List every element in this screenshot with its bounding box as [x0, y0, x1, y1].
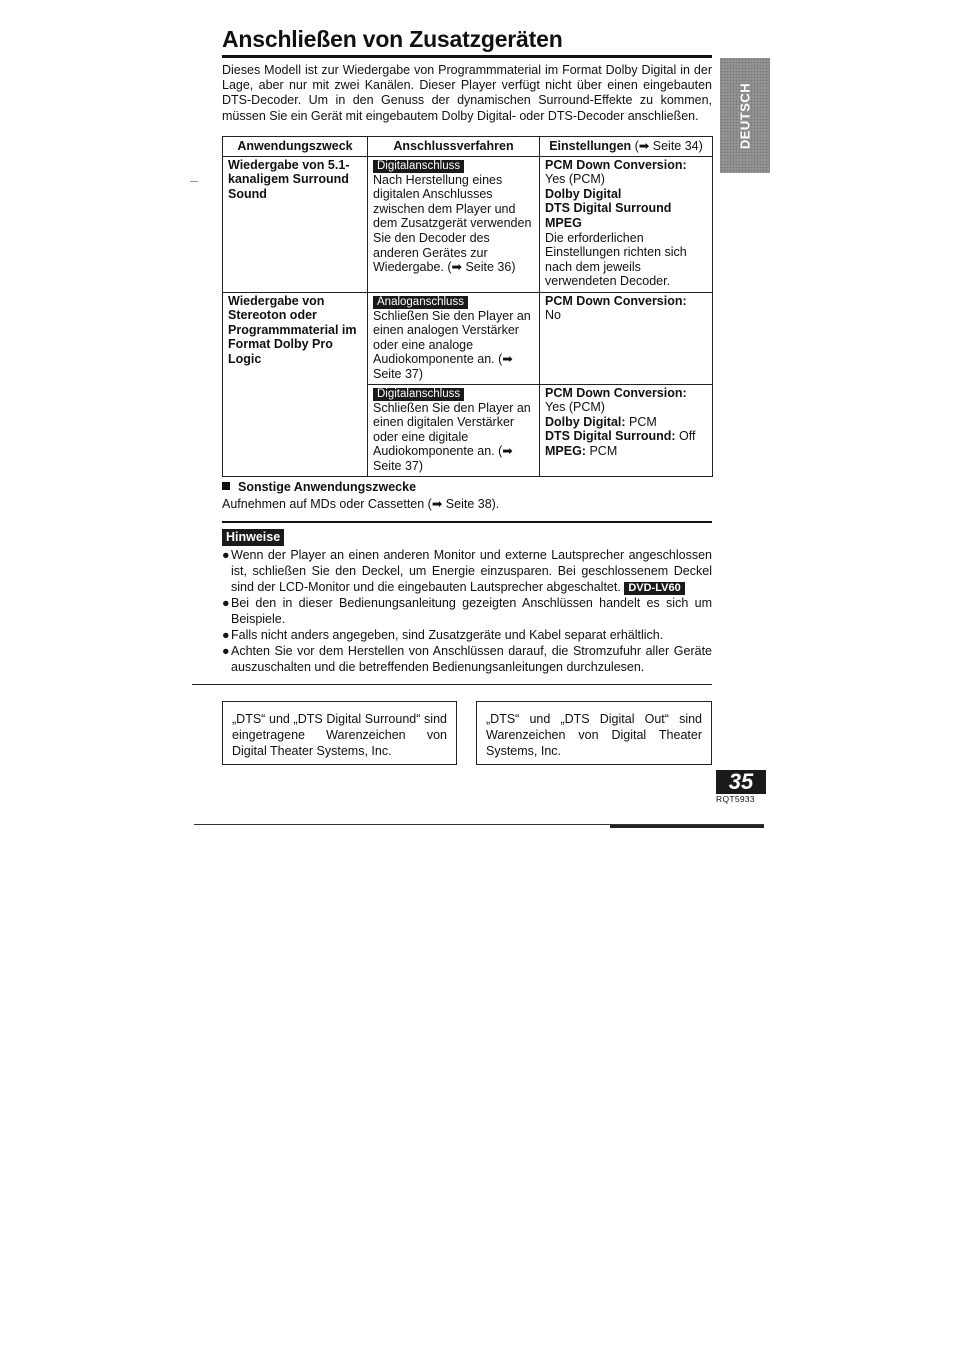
header-settings — [540, 137, 713, 157]
hints-list — [222, 547, 712, 675]
row-purpose: Wiedergabe von 5.1-kanaligem Surround Sound — [223, 156, 368, 292]
document-code: RQT5933 — [716, 794, 755, 804]
header-settings-label: Einstellungen — [549, 139, 632, 153]
row-settings — [540, 156, 713, 292]
row-method — [368, 292, 540, 384]
intro-paragraph: Dieses Modell ist zur Wiedergabe von Programmmaterial im Format Dolby Digital in der Lage, aber nur mit zwei Kanälen. Dieser Player verfügt nicht über einen eingebauten DTS-Decoder. Um in den Genuss der dynamischen Surround-Effekte zu kommen, müssen Sie ein Gerät mit eingebautem Dolby Digital- oder DTS-Decoder anschließen. — [222, 63, 712, 123]
list-item: ●Achten Sie vor dem Herstellen von Anschlüssen darauf, die Stromzufuhr aller Geräte auszuschalten und die betreffenden Bedienungsanleitungen durchzulesen. — [222, 644, 712, 674]
setting-line: Dolby Digital — [545, 186, 622, 201]
method-badge: Digitalanschluss — [373, 160, 464, 173]
model-badge: DVD-LV60 — [624, 582, 684, 595]
language-tab-label: DEUTSCH — [737, 82, 753, 149]
square-bullet-icon — [222, 482, 230, 490]
setting-line: MPEG — [545, 215, 582, 230]
method-text: Schließen Sie den Player an einen digitalen Verstärker oder eine digitale Audiokomponente an. (➡ Seite 37) — [373, 400, 531, 473]
row-method — [368, 156, 540, 292]
other-uses-text: Aufnehmen auf MDs oder Cassetten (➡ Seite 38). — [222, 497, 500, 511]
list-item: ●Falls nicht anders angegeben, sind Zusatzgeräte und Kabel separat erhältlich. — [222, 628, 664, 642]
method-text: Nach Herstellung eines digitalen Anschlusses zwischen dem Player und dem Zusatzgerät verwenden Sie den Decoder des anderen Gerätes zur Wiedergabe. (➡ Seite 36) — [373, 172, 532, 275]
row-purpose: Wiedergabe von Stereoton oder Programmmaterial im Format Dolby Pro Logic — [223, 292, 368, 476]
bullet-icon: ● — [222, 548, 230, 562]
setting-line: DTS Digital Surround — [545, 201, 672, 216]
setting-line: Yes (PCM) — [545, 400, 605, 415]
setting-line: Die erforderlichen Einstellungen richten sich nach dem jeweils verwendeten Decoder. — [545, 230, 687, 289]
list-item: ●Wenn der Player an einen anderen Monitor und externe Lautsprecher angeschlossen ist, schließen Sie den Deckel, um Energie einzusparen. Bei geschlossenem Deckel sind der LCD-Monitor und die eingebauten Lautsprecher abgeschaltet. DVD-LV60 — [222, 548, 712, 594]
setting-line: Dolby Digital: PCM — [545, 414, 657, 429]
hints-badge: Hinweise — [222, 529, 284, 546]
page-number: 35 — [716, 770, 766, 794]
margin-mark — [190, 181, 198, 182]
setting-line: No — [545, 308, 561, 323]
trademark-box-dts-surround: „DTS“ und „DTS Digital Surround“ sind eingetragene Warenzeichen von Digital Theater Systems, Inc. — [222, 701, 457, 765]
setting-line: PCM Down Conversion: — [545, 157, 687, 172]
language-tab — [720, 58, 770, 173]
other-uses-heading: Sonstige Anwendungszwecke — [222, 480, 416, 494]
method-badge: Digitalanschluss — [373, 388, 464, 401]
section-rule — [192, 684, 712, 685]
footer-rule-thick — [610, 825, 764, 828]
table-row — [223, 156, 713, 292]
setting-line: MPEG: PCM — [545, 443, 618, 458]
setting-line: Yes (PCM) — [545, 172, 605, 187]
page-title: Anschließen von Zusatzgeräten — [222, 26, 563, 52]
trademark-box-dts-out: „DTS“ und „DTS Digital Out“ sind Warenzeichen von Digital Theater Systems, Inc. — [476, 701, 712, 765]
setting-line: PCM Down Conversion: — [545, 293, 687, 308]
bullet-icon: ● — [222, 628, 230, 642]
method-text: Schließen Sie den Player an einen analogen Verstärker oder eine analoge Audiokomponente an. (➡ Seite 37) — [373, 308, 531, 381]
header-method: Anschlussverfahren — [368, 137, 540, 157]
hints-rule — [222, 521, 712, 523]
title-rule — [222, 55, 712, 58]
table-row — [223, 292, 713, 384]
list-item: ●Bei den in dieser Bedienungsanleitung gezeigten Anschlüssen handelt es sich um Beispiele. — [222, 596, 712, 626]
setting-line: DTS Digital Surround: Off — [545, 429, 696, 444]
row-settings — [540, 292, 713, 384]
bullet-icon: ● — [222, 644, 230, 658]
header-purpose: Anwendungszweck — [223, 137, 368, 157]
table-header-row — [223, 137, 713, 157]
row-method — [368, 384, 540, 476]
row-settings — [540, 384, 713, 476]
setting-line: PCM Down Conversion: — [545, 385, 687, 400]
header-settings-ref: (➡ Seite 34) — [634, 139, 703, 153]
method-badge: Analoganschluss — [373, 296, 468, 309]
connection-table — [222, 136, 713, 477]
bullet-icon: ● — [222, 596, 230, 610]
